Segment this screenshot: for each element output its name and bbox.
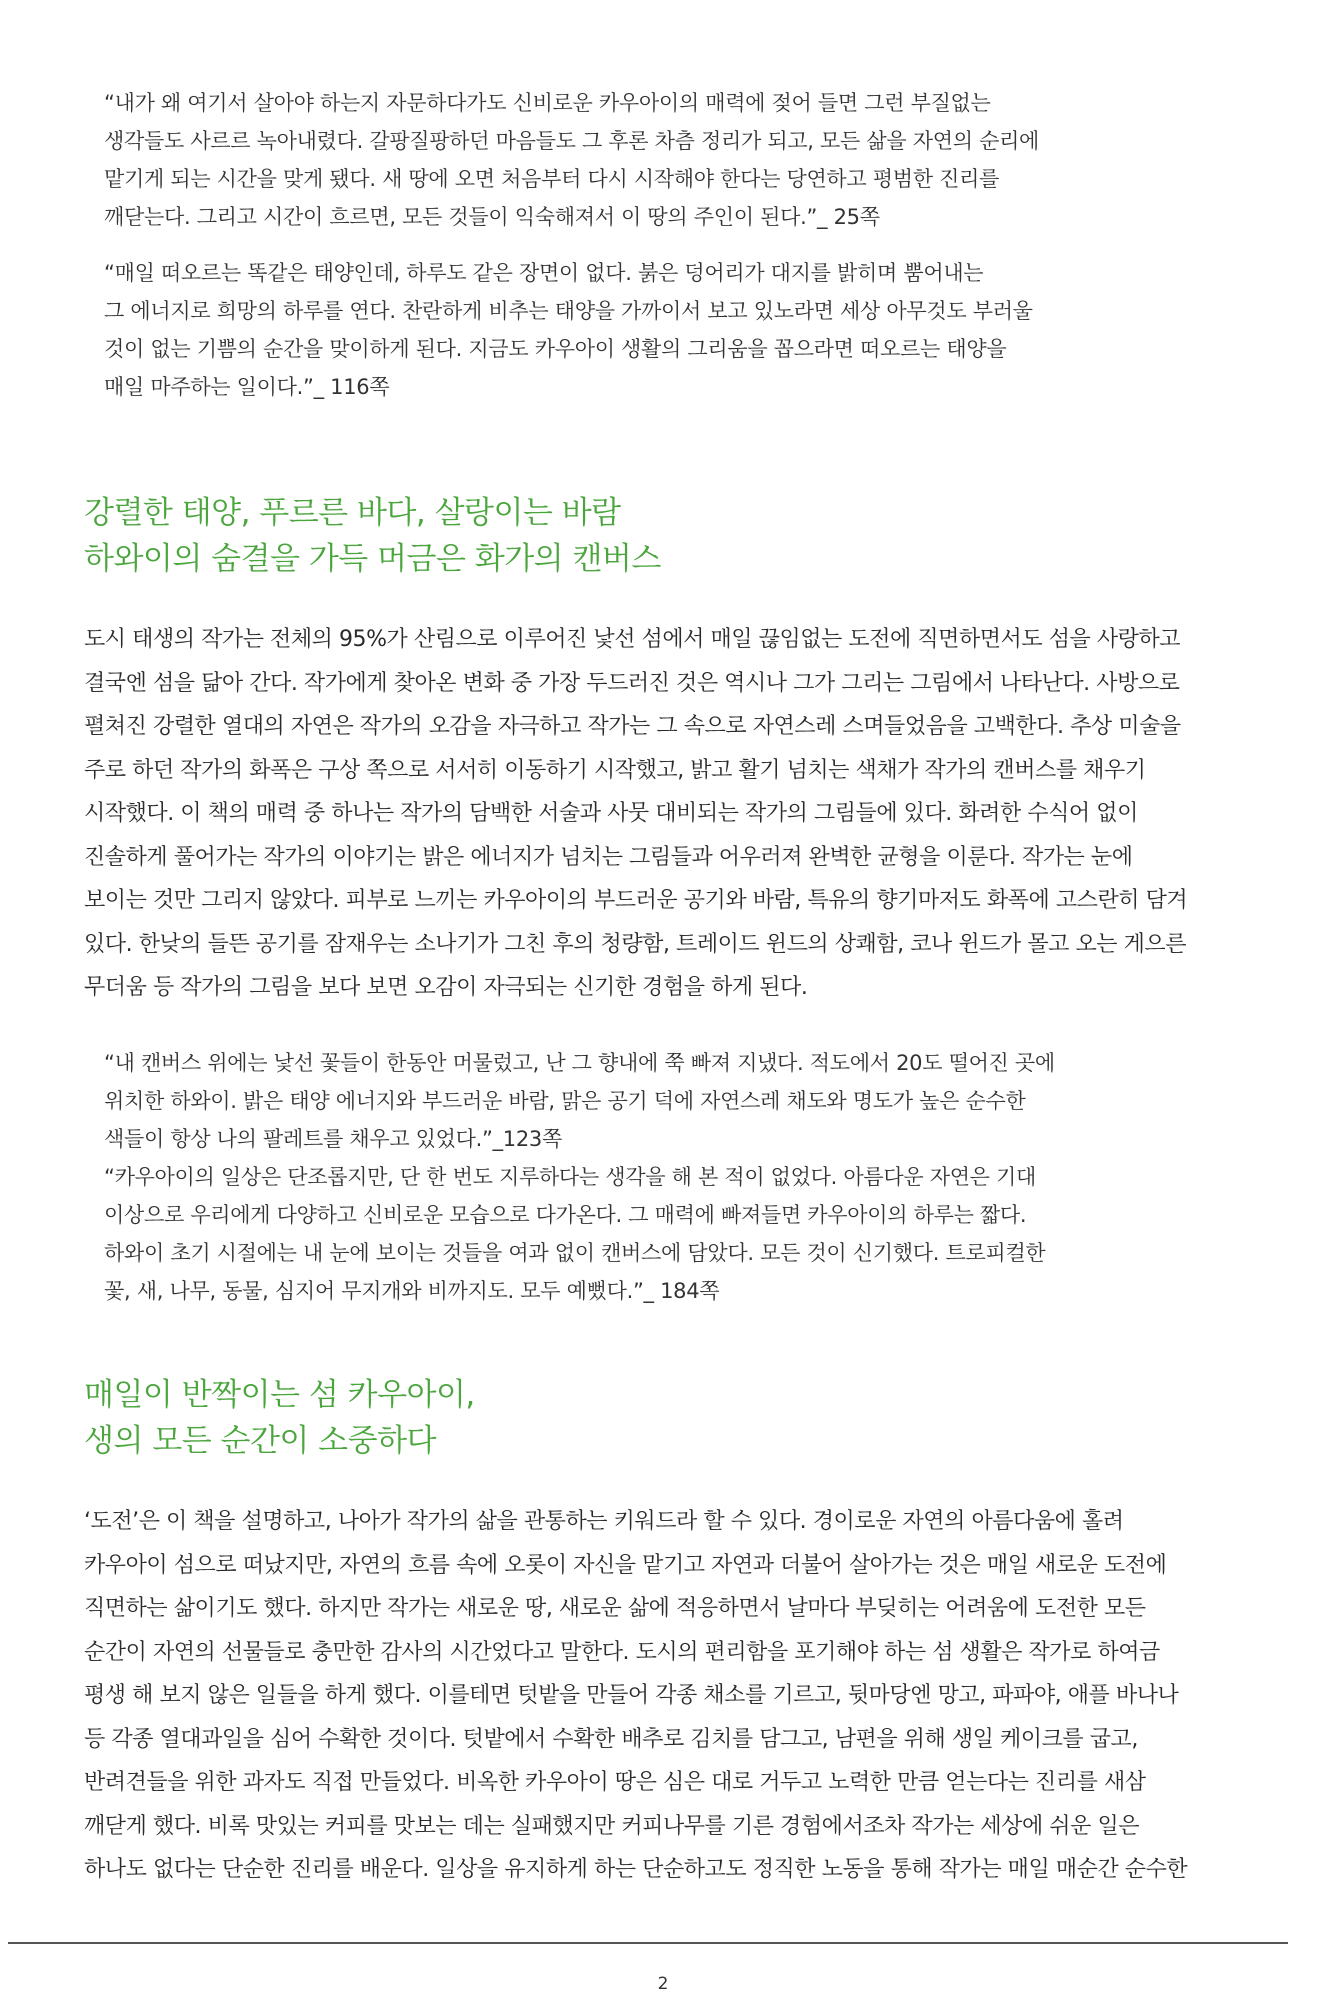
heading-line: 강렬한 태양, 푸르른 바다, 살랑이는 바람 xyxy=(84,495,621,531)
body-line: 있다. 한낮의 들뜬 공기를 잠재우는 소나기가 그친 후의 청량함, 트레이드 윈드의 상쾌함, 코나 윈드가 몰고 오는 게으른 xyxy=(84,931,1187,957)
quote-line: “내가 왜 여기서 살아야 하는지 자문하다가도 신비로운 카우아이의 매력에 젖어 들면 그런 부질없는 xyxy=(104,91,991,115)
body-line: ‘도전’은 이 책을 설명하고, 나아가 작가의 삶을 관통하는 키워드라 할 수 있다. 경이로운 자연의 아름다움에 홀려 xyxy=(84,1509,1124,1534)
quote-line: “내 캔버스 위에는 낯선 꽃들이 한동안 머물렀고, 난 그 향내에 쭉 빠져 지냈다. 적도에서 20도 떨어진 곳에 xyxy=(104,1051,1055,1075)
body-line: 직면하는 삶이기도 했다. 하지만 작가는 새로운 땅, 새로운 삶에 적응하면서 날마다 부딪히는 어려움에 도전한 모든 xyxy=(84,1596,1146,1621)
body-line: 카우아이 섬으로 떠났지만, 자연의 흐름 속에 오롯이 자신을 맡기고 자연과 더불어 살아가는 것은 매일 새로운 도전에 xyxy=(84,1552,1167,1578)
quote-line: 깨닫는다. 그리고 시간이 흐르면, 모든 것들이 익숙해져서 이 땅의 주인이 된다.”_ 25쪽 xyxy=(104,205,880,229)
body-line: 반려견들을 위한 과자도 직접 만들었다. 비옥한 카우아이 땅은 심은 대로 거두고 노력한 만큼 얻는다는 진리를 새삼 xyxy=(84,1770,1146,1795)
body-line: 무더움 등 작가의 그림을 보다 보면 오감이 자극되는 신기한 경험을 하게 된다. xyxy=(84,975,808,1000)
quote-2 xyxy=(104,254,1184,406)
quote-line: “카우아이의 일상은 단조롭지만, 단 한 번도 지루하다는 생각을 해 본 적이 없었다. 아름다운 자연은 기대 xyxy=(104,1165,1037,1189)
body-line: 도시 태생의 작가는 전체의 95%가 산림으로 이루어진 낯선 섬에서 매일 끊임없는 도전에 직면하면서도 섬을 사랑하고 xyxy=(84,627,1181,652)
body-line: 깨닫게 했다. 비록 맛있는 커피를 맛보는 데는 실패했지만 커피나무를 기른 경험에서조차 작가는 세상에 쉬운 일은 xyxy=(84,1813,1140,1839)
quote-line: 색들이 항상 나의 팔레트를 채우고 있었다.”_123쪽 xyxy=(104,1127,562,1151)
body-line: 하나도 없다는 단순한 진리를 배운다. 일상을 유지하게 하는 단순하고도 정직한 노동을 통해 작가는 매일 매순간 순수한 xyxy=(84,1857,1188,1882)
heading-line: 생의 모든 순간이 소중하다 xyxy=(84,1423,436,1459)
footer-divider xyxy=(8,1942,1288,1944)
body-line: 평생 해 보지 않은 일들을 하게 했다. 이를테면 텃밭을 만들어 각종 채소를 기르고, 뒷마당엔 망고, 파파야, 애플 바나나 xyxy=(84,1683,1179,1708)
body-line: 결국엔 섬을 닮아 간다. 작가에게 찾아온 변화 중 가장 두드러진 것은 역시나 그가 그리는 그림에서 나타난다. 사방으로 xyxy=(84,670,1180,696)
quote-line: “매일 떠오르는 똑같은 태양인데, 하루도 같은 장면이 없다. 붉은 덩어리가 대지를 밝히며 뿜어내는 xyxy=(104,261,984,285)
quote-line: 생각들도 사르르 녹아내렸다. 갈팡질팡하던 마음들도 그 후론 차츰 정리가 되고, 모든 삶을 자연의 순리에 xyxy=(104,129,1040,153)
quote-line: 위치한 하와이. 밝은 태양 에너지와 부드러운 바람, 맑은 공기 덕에 자연스레 채도와 명도가 높은 순수한 xyxy=(104,1089,1026,1113)
body-line: 진솔하게 풀어가는 작가의 이야기는 밝은 에너지가 넘치는 그림들과 어우러져 완벽한 균형을 이룬다. 작가는 눈에 xyxy=(84,844,1133,870)
quote-1 xyxy=(104,84,1184,236)
body-line: 주로 하던 작가의 화폭은 구상 쪽으로 서서히 이동하기 시작했고, 밝고 활기 넘치는 색채가 작가의 캔버스를 채우기 xyxy=(84,757,1146,783)
quote-line: 이상으로 우리에게 다양하고 신비로운 모습으로 다가온다. 그 매력에 빠져들면 카우아이의 하루는 짧다. xyxy=(104,1203,1027,1227)
quote-line: 그 에너지로 희망의 하루를 연다. 찬란하게 비추는 태양을 가까이서 보고 있노라면 세상 아무것도 부러울 xyxy=(104,299,1033,323)
quote-line: 맡기게 되는 시간을 맞게 됐다. 새 땅에 오면 처음부터 다시 시작해야 한다는 당연하고 평범한 진리를 xyxy=(104,167,1000,191)
quote-line: 것이 없는 기쁨의 순간을 맞이하게 된다. 지금도 카우아이 생활의 그리움을 꼽으라면 떠오르는 태양을 xyxy=(104,337,1007,361)
quote-line: 매일 마주하는 일이다.”_ 116쪽 xyxy=(104,375,390,399)
body-line: 보이는 것만 그리지 않았다. 피부로 느끼는 카우아이의 부드러운 공기와 바람, 특유의 향기마저도 화폭에 고스란히 담겨 xyxy=(84,888,1188,913)
heading-line: 매일이 반짝이는 섬 카우아이, xyxy=(84,1377,475,1413)
quote-line: 하와이 초기 시절에는 내 눈에 보이는 것들을 여과 없이 캔버스에 담았다. 모든 것이 신기했다. 트로피컬한 xyxy=(104,1241,1046,1265)
body-line: 순간이 자연의 선물들로 충만한 감사의 시간었다고 말한다. 도시의 편리함을 포기해야 하는 섬 생활은 작가로 하여금 xyxy=(84,1639,1160,1665)
section-body-2 xyxy=(84,1500,1284,1892)
quote-line: 꽃, 새, 나무, 동물, 심지어 무지개와 비까지도. 모두 예뻤다.”_ 184쪽 xyxy=(104,1279,720,1303)
body-line: 시작했다. 이 책의 매력 중 하나는 작가의 담백한 서술과 사뭇 대비되는 작가의 그림들에 있다. 화려한 수식어 없이 xyxy=(84,801,1138,826)
section-heading-1 xyxy=(84,490,1184,582)
section-body-1 xyxy=(84,618,1284,1010)
quote-block-middle xyxy=(104,1044,1184,1310)
section-heading-2 xyxy=(84,1372,1184,1464)
body-line: 등 각종 열대과일을 심어 수확한 것이다. 텃밭에서 수확한 배추로 김치를 담그고, 남편을 위해 생일 케이크를 굽고, xyxy=(84,1726,1138,1752)
quote-block-top xyxy=(104,84,1184,406)
body-line: 펼쳐진 강렬한 열대의 자연은 작가의 오감을 자극하고 작가는 그 속으로 자연스레 스며들었음을 고백한다. 추상 미술을 xyxy=(84,714,1181,739)
heading-line: 하와이의 숨결을 가득 머금은 화가의 캔버스 xyxy=(84,541,661,577)
page-number: 2 xyxy=(657,1974,669,1994)
